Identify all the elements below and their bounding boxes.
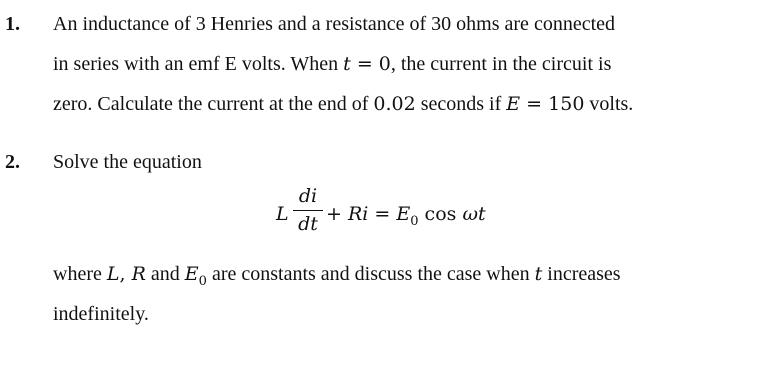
- eq-fraction-bar: [293, 210, 323, 211]
- text-fragment: and: [145, 263, 185, 285]
- math-comma: ,: [119, 263, 132, 285]
- text-fragment: , the current in the circuit is: [390, 53, 612, 75]
- math-equals-zero: = 0: [350, 53, 391, 75]
- text-fragment: zero. Calculate the current at the end of: [53, 93, 374, 115]
- problem-1-line-1: An inductance of 3 Henries and a resistance of 30 ohms are connected: [53, 13, 616, 35]
- eq-fraction-numerator: di: [298, 185, 318, 207]
- math-variable-L: L: [106, 263, 120, 285]
- eq-omega: ω: [462, 203, 478, 225]
- math-variable-t: t: [343, 53, 351, 75]
- eq-right-side: [326, 203, 486, 229]
- eq-R: R: [347, 203, 363, 225]
- math-variable-E: E: [184, 263, 199, 285]
- text-fragment: are constants and discuss the case when: [206, 263, 535, 285]
- problem-2-line-1: [53, 264, 621, 287]
- math-E-subscript: 0: [198, 274, 207, 289]
- text-fragment: volts.: [584, 93, 634, 115]
- text-fragment: increases: [542, 263, 621, 285]
- eq-E-subscript: 0: [410, 214, 419, 229]
- problem-1-line-3: [53, 94, 633, 114]
- eq-plus: +: [326, 203, 348, 225]
- math-variable-R: R: [131, 263, 146, 285]
- eq-cos: cos: [418, 203, 463, 225]
- text-fragment: in series with an emf E volts. When: [53, 53, 344, 75]
- math-equals-150: = 150: [520, 93, 585, 115]
- eq-fraction-denominator: dt: [298, 213, 318, 235]
- math-value-seconds: 0.02: [373, 93, 416, 115]
- problem-2-intro: Solve the equation: [53, 151, 202, 173]
- math-variable-t: t: [534, 263, 543, 285]
- eq-equals: =: [368, 203, 397, 225]
- text-fragment: seconds if: [415, 93, 507, 115]
- problem-number-1: 1.: [5, 13, 20, 35]
- eq-E: E: [396, 203, 411, 225]
- eq-i: i: [362, 203, 369, 225]
- eq-derivative-fraction: [293, 186, 323, 234]
- text-fragment: where: [53, 263, 107, 285]
- math-variable-E: E: [506, 93, 521, 115]
- problem-number-2: 2.: [5, 151, 20, 173]
- problem-2-line-2: indefinitely.: [53, 303, 149, 325]
- problem-1-line-2: [53, 54, 611, 74]
- eq-inductance-L: L: [276, 203, 289, 225]
- eq-t: t: [477, 203, 486, 225]
